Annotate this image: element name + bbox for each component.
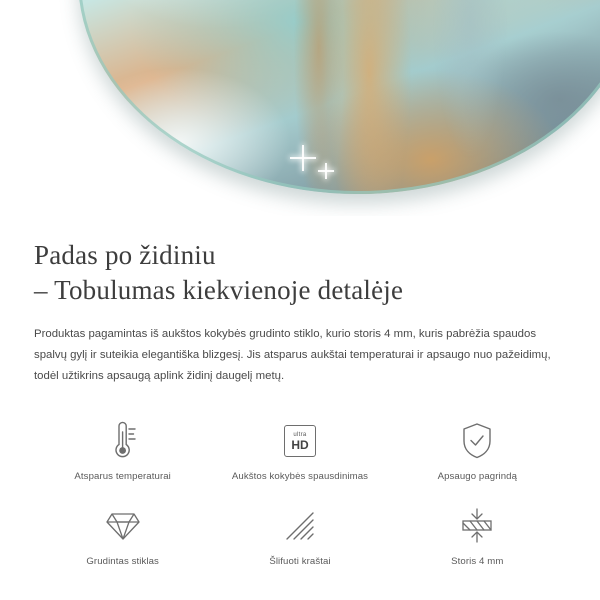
ultra-hd-top-text: ultra <box>293 431 307 438</box>
feature-label: Apsaugo pagrindą <box>437 471 518 483</box>
glass-disc-image <box>78 0 600 194</box>
feature-label: Grudintas stiklas <box>86 556 159 568</box>
page-title-line-1: Padas po židiniu <box>34 240 216 270</box>
thermometer-icon <box>106 419 140 463</box>
feature-item <box>34 498 211 577</box>
feature-label: Šlifuoti kraštai <box>269 556 331 568</box>
feature-item <box>211 498 388 577</box>
ultra-hd-bottom-text: HD <box>291 437 309 452</box>
feature-label: Aukštos kokybės spausdinimas <box>231 471 369 483</box>
feature-label: Storis 4 mm <box>451 556 504 568</box>
hero-product-image <box>0 0 600 216</box>
page-title-line-2: – Tobulumas kiekvienoje detalėje <box>34 275 404 306</box>
content-area <box>0 216 600 577</box>
diamond-icon <box>104 504 142 548</box>
feature-label: Atsparus temperaturai <box>74 471 171 483</box>
polished-edges-icon <box>282 504 318 548</box>
feature-item <box>389 413 566 492</box>
feature-item <box>34 413 211 492</box>
feature-grid <box>34 413 566 577</box>
feature-item <box>389 498 566 577</box>
ultra-hd-icon <box>284 419 316 463</box>
page-title <box>34 216 566 308</box>
thickness-icon <box>458 504 496 548</box>
feature-item <box>211 413 388 492</box>
product-description-text: Produktas pagamintas iš aukštos kokybės grudinto stiklo, kurio storis 4 mm, kuris pabrėžia spaudos spalvų gylį ir suteikia elegantiška blizgesį. Jis atsparus aukštai temperaturai ir apsaugo nuo pažeidimų, todėl užtikrins apsaugą aplink židinį daugelį metų. <box>34 328 551 383</box>
shield-check-icon <box>459 419 495 463</box>
